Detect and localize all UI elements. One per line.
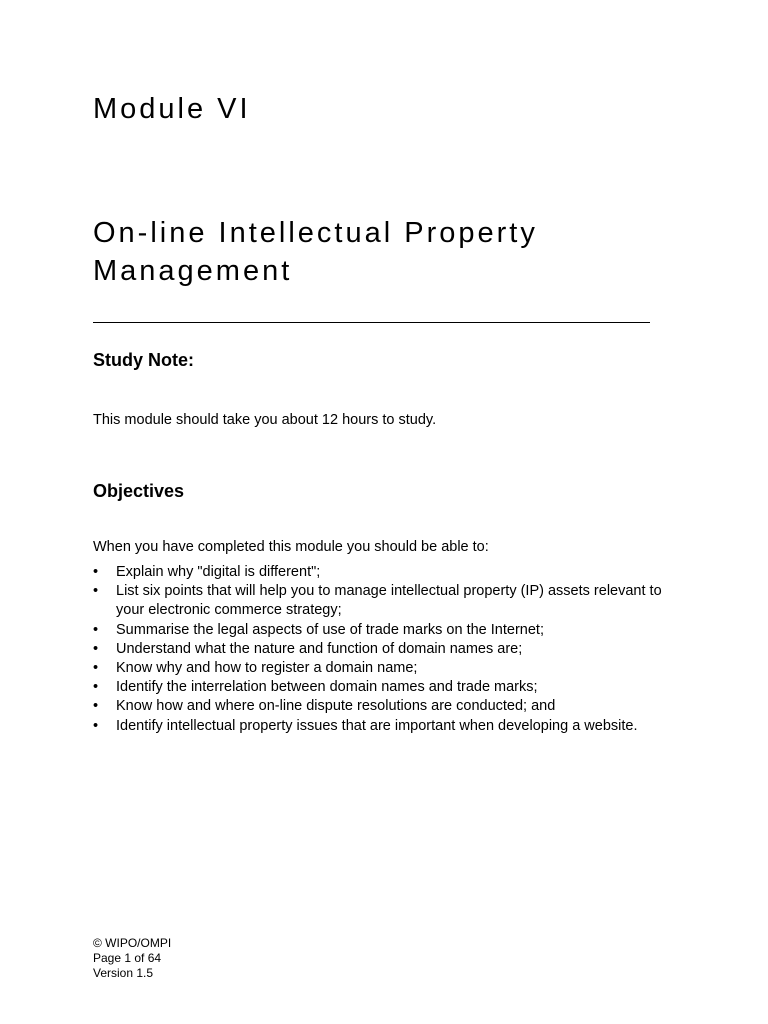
objectives-list bbox=[93, 563, 693, 736]
title-divider bbox=[93, 322, 650, 323]
objectives-heading: Objectives bbox=[93, 481, 185, 501]
study-note-text: This module should take you about 12 hours to study. bbox=[93, 412, 437, 428]
copyright-text: © WIPO/OMPI bbox=[93, 936, 172, 950]
objective-item: • Understand what the nature and function of domain names are; bbox=[93, 640, 693, 659]
page-number: Page 1 of 64 bbox=[93, 951, 162, 965]
page-footer bbox=[93, 936, 171, 981]
study-note-heading: Study Note: bbox=[93, 350, 194, 370]
objective-item: • Know how and where on-line dispute resolutions are conducted; and bbox=[93, 697, 693, 716]
version-text: Version 1.5 bbox=[93, 966, 154, 980]
objective-item: • Summarise the legal aspects of use of trade marks on the Internet; bbox=[93, 621, 693, 640]
objective-item: • Know why and how to register a domain name; bbox=[93, 659, 693, 678]
page-title-line-1: On-line Intellectual Property bbox=[93, 217, 538, 249]
objective-item: • Explain why "digital is different"; bbox=[93, 563, 693, 582]
objectives-intro: When you have completed this module you should be able to: bbox=[93, 539, 489, 555]
module-title: Module VI bbox=[93, 93, 251, 125]
page-title-line-2: Management bbox=[93, 255, 293, 287]
objective-item: • Identify the interrelation between domain names and trade marks; bbox=[93, 678, 693, 697]
objective-item: • Identify intellectual property issues that are important when developing a website. bbox=[93, 717, 693, 736]
page-title bbox=[93, 214, 713, 290]
objective-item: • List six points that will help you to manage intellectual property (IP) assets relevant to your electronic commerce strategy; bbox=[93, 582, 693, 620]
